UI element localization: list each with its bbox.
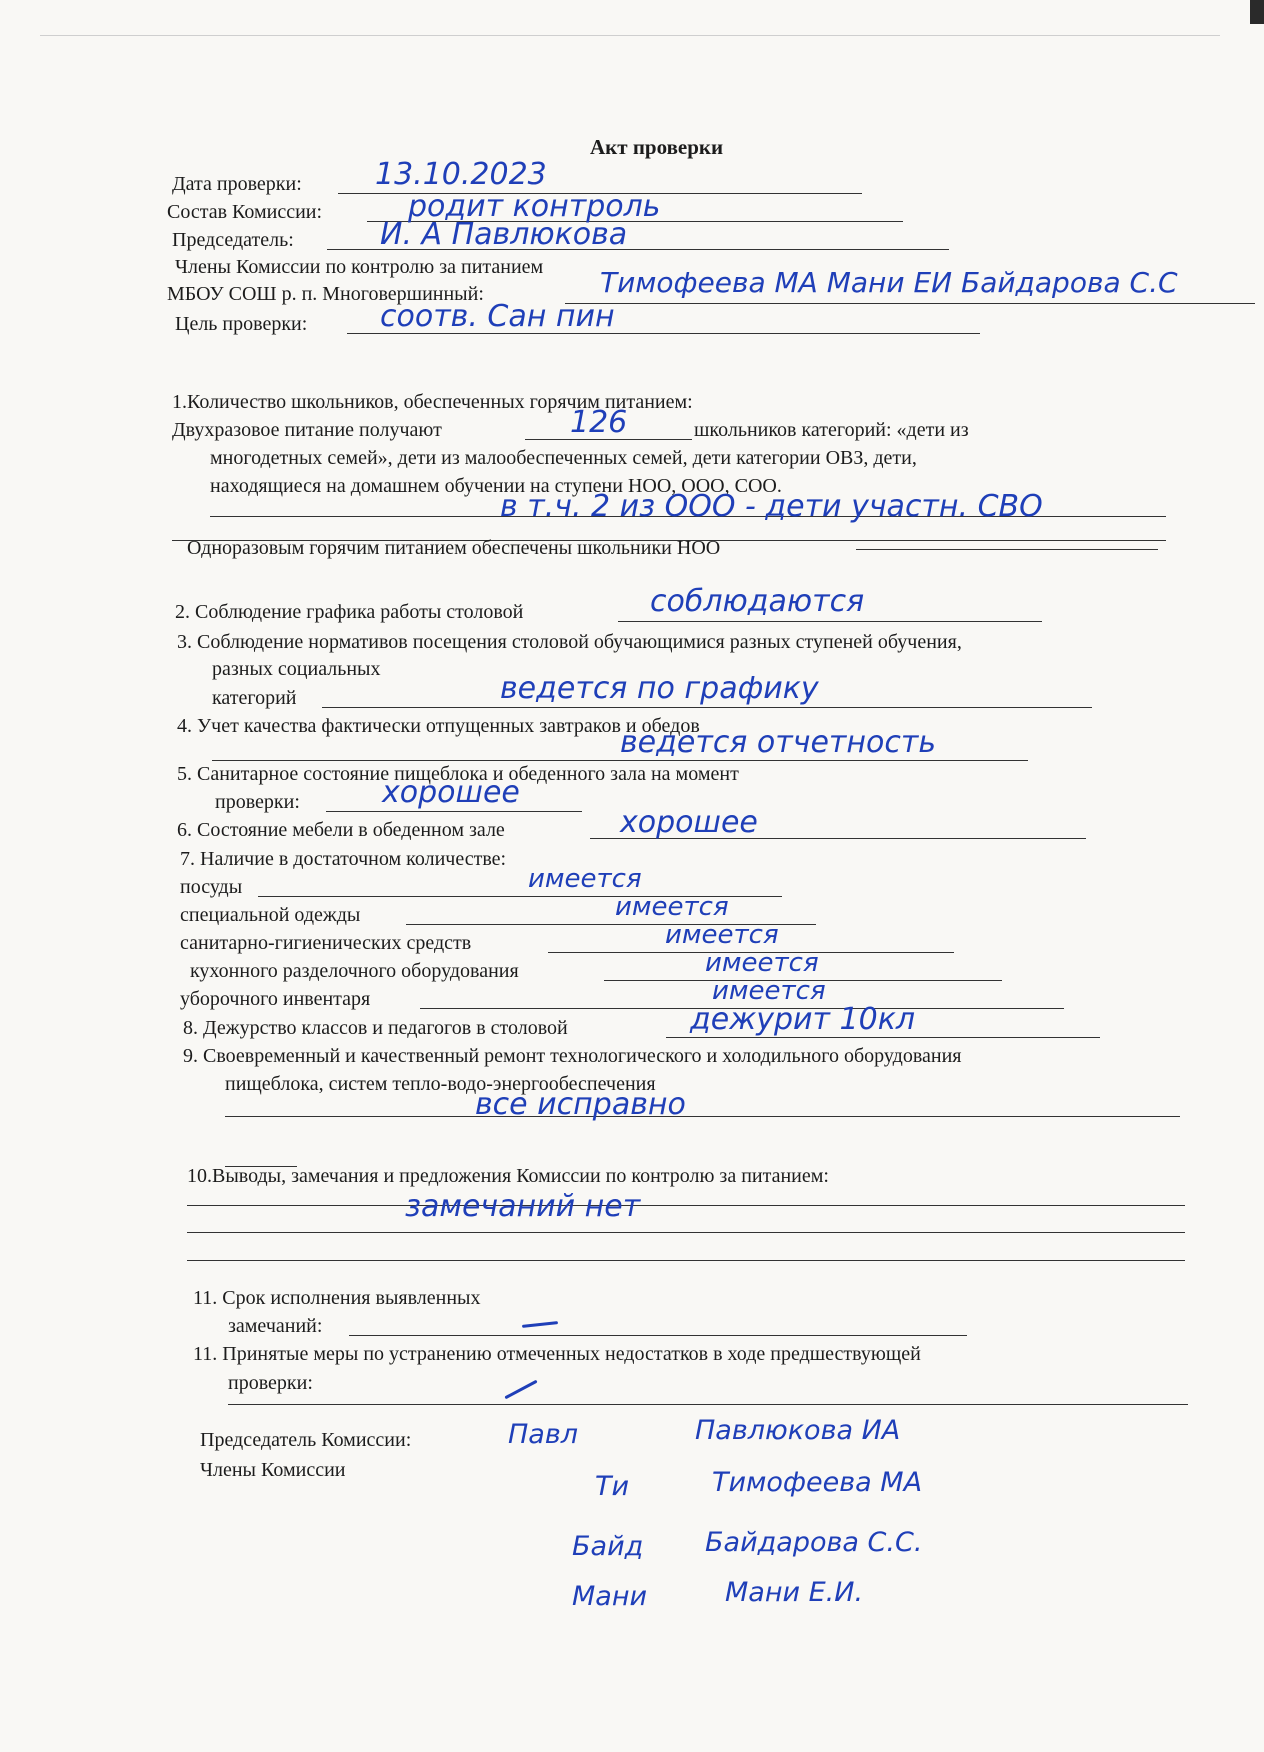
sign-members-label: Члены Комиссии bbox=[200, 1459, 346, 1481]
commission-value: родит контроль bbox=[408, 189, 661, 224]
q1-title: 1.Количество школьников, обеспеченных горячим питанием: bbox=[172, 391, 693, 413]
commission-label: Состав Комиссии: bbox=[167, 201, 323, 223]
q7-kitchen-value: имеется bbox=[705, 948, 819, 978]
q11-line2: замечаний: bbox=[228, 1315, 323, 1337]
q10-value: замечаний нет bbox=[405, 1189, 641, 1224]
q10-line-2 bbox=[187, 1232, 1185, 1233]
q7-cleaning-label: уборочного инвентаря bbox=[180, 988, 371, 1010]
q9-line bbox=[225, 1116, 1180, 1117]
q1-line1-a: Двухразовое питание получают bbox=[172, 419, 442, 441]
q1-line3: находящиеся на домашнем обучении на ступени НОО, ООО, СОО. bbox=[210, 475, 782, 497]
chair-value: И. А Павлюкова bbox=[380, 217, 628, 252]
scan-corner-mark bbox=[1250, 0, 1264, 24]
q7-label: 7. Наличие в достаточном количестве: bbox=[180, 848, 507, 870]
q11-dash-mark bbox=[522, 1321, 558, 1328]
q8-line bbox=[666, 1037, 1100, 1038]
date-label: Дата проверки: bbox=[172, 173, 302, 195]
q4-value: ведется отчетность bbox=[620, 725, 936, 760]
q1-single-line bbox=[856, 549, 1158, 550]
q4-line bbox=[212, 760, 1028, 761]
q5-value: хорошее bbox=[382, 775, 520, 810]
q8-value: дежурит 10кл bbox=[690, 1002, 915, 1037]
members-label-1: Члены Комиссии по контролю за питанием bbox=[175, 256, 544, 278]
q3-line bbox=[322, 707, 1092, 708]
q11-line bbox=[349, 1335, 967, 1336]
q3-line1: 3. Соблюдение нормативов посещения столовой обучающимися разных ступеней обучения, bbox=[177, 631, 962, 653]
sign-chair-signature: Павл bbox=[508, 1419, 579, 1450]
chair-label: Председатель: bbox=[172, 229, 294, 251]
members-line bbox=[565, 303, 1255, 304]
goal-label: Цель проверки: bbox=[175, 313, 308, 335]
q5-line bbox=[326, 811, 582, 812]
sign-chair-name: Павлюкова ИА bbox=[695, 1415, 901, 1446]
goal-value: соотв. Сан пин bbox=[380, 299, 615, 334]
q5-line2: проверки: bbox=[215, 791, 300, 813]
q9-line2: пищеблока, систем тепло-водо-энергообеспечения bbox=[225, 1073, 656, 1095]
members-label-2: МБОУ СОШ р. п. Многовершинный: bbox=[167, 283, 484, 305]
q12-line bbox=[228, 1404, 1188, 1405]
date-value: 13.10.2023 bbox=[375, 157, 547, 192]
q7-kitchen-label: кухонного разделочного оборудования bbox=[190, 960, 519, 982]
q9-line1: 9. Своевременный и качественный ремонт технологического и холодильного оборудования bbox=[183, 1045, 962, 1067]
q1-single: Одноразовым горячим питанием обеспечены школьники НОО bbox=[187, 537, 721, 559]
q7-cleaning-value: имеется bbox=[712, 976, 826, 1006]
q5-line1: 5. Санитарное состояние пищеблока и обеденного зала на момент bbox=[177, 763, 739, 785]
q1-count-value: 126 bbox=[570, 405, 628, 440]
q10-label: 10.Выводы, замечания и предложения Комиссии по контролю за питанием: bbox=[187, 1165, 829, 1187]
q9-value: все исправно bbox=[475, 1087, 686, 1122]
sign-member3-name: Мани Е.И. bbox=[725, 1577, 864, 1608]
q6-value: хорошее bbox=[620, 805, 758, 840]
q12-line2: проверки: bbox=[228, 1372, 313, 1394]
q11-line1: 11. Срок исполнения выявленных bbox=[193, 1287, 481, 1309]
q2-label: 2. Соблюдение графика работы столовой bbox=[175, 601, 524, 623]
q10-line-3 bbox=[187, 1260, 1185, 1261]
sign-chair-label: Председатель Комиссии: bbox=[200, 1429, 412, 1451]
page-title: Акт проверки bbox=[590, 135, 724, 159]
q2-line bbox=[618, 621, 1042, 622]
q4-label: 4. Учет качества фактически отпущенных завтраков и обедов bbox=[177, 715, 700, 737]
q1-line1-b: школьников категорий: «дети из bbox=[694, 419, 969, 441]
q12-dash-mark bbox=[504, 1380, 537, 1400]
members-value: Тимофеева МА Мани ЕИ Байдарова С.С bbox=[600, 266, 1178, 299]
q8-label: 8. Дежурство классов и педагогов в столовой bbox=[183, 1017, 568, 1039]
q7-hygiene-label: санитарно-гигиенических средств bbox=[180, 932, 472, 954]
q1-line2: многодетных семей», дети из малообеспеченных семей, дети категории ОВЗ, дети, bbox=[210, 447, 917, 469]
q6-label: 6. Состояние мебели в обеденном зале bbox=[177, 819, 505, 841]
q7-clothing-label: специальной одежды bbox=[180, 904, 361, 926]
q12-line1: 11. Принятые меры по устранению отмеченных недостатков в ходе предшествующей bbox=[193, 1343, 921, 1365]
q3-line3: категорий bbox=[212, 687, 297, 709]
q1-note-value: в т.ч. 2 из ООО - дети участн. СВО bbox=[500, 489, 1043, 524]
sign-member2-name: Байдарова С.С. bbox=[705, 1527, 923, 1558]
sign-member3-signature: Мани bbox=[572, 1581, 648, 1612]
sign-member2-signature: Байд bbox=[572, 1531, 644, 1562]
q7-dishes-value: имеется bbox=[528, 864, 642, 894]
sign-member1-signature: Ти bbox=[595, 1471, 630, 1502]
q10-line-1 bbox=[187, 1205, 1185, 1206]
scan-edge-line bbox=[40, 35, 1220, 36]
q3-value: ведется по графику bbox=[500, 671, 819, 706]
q7-hygiene-value: имеется bbox=[665, 920, 779, 950]
sign-member1-name: Тимофеева МА bbox=[712, 1467, 923, 1498]
q3-line2: разных социальных bbox=[212, 658, 381, 680]
q2-value: соблюдаются bbox=[650, 584, 865, 619]
q7-dishes-label: посуды bbox=[180, 876, 243, 898]
q7-clothing-value: имеется bbox=[615, 892, 729, 922]
